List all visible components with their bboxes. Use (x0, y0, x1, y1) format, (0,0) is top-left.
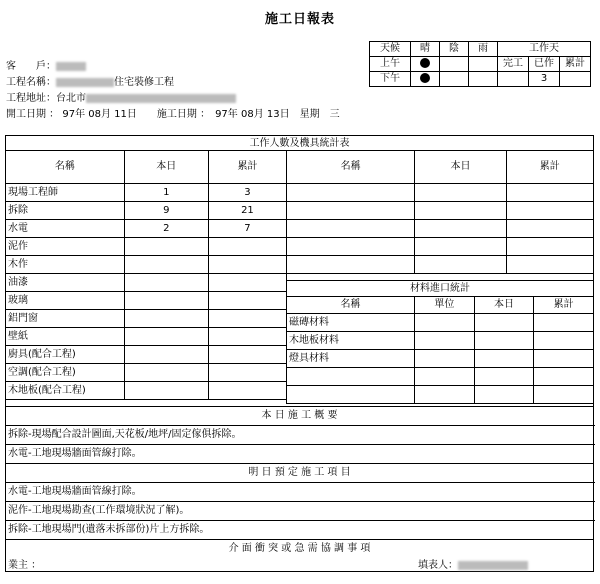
materials-row (287, 350, 594, 368)
project-suffix: 住宅裝修工程 (114, 77, 174, 88)
workers-cell-today (124, 310, 208, 328)
dates-line: 開工日期 ： 97年 08月 11日 施工日期 ： 97年 08月 13日 星期 三 (6, 109, 340, 120)
workers-cell-name: 拆除 (6, 202, 125, 220)
workers-cell-today (124, 382, 208, 400)
workers-cell-today (124, 238, 208, 256)
weather-total-label: 累計 (560, 57, 591, 72)
equipment-cell (287, 184, 415, 202)
weather-morning-label: 上午 (370, 57, 411, 72)
redacted-project (56, 78, 114, 87)
materials-cell-name: 磁磚材料 (287, 314, 415, 332)
workers-cell-total (208, 238, 286, 256)
weather-worked-label: 已作 (529, 57, 560, 72)
materials-table (286, 296, 594, 404)
equipment-table (286, 150, 594, 274)
workers-cell-name: 木地板(配合工程) (6, 382, 125, 400)
workers-cell-today (124, 346, 208, 364)
workers-row (6, 346, 287, 364)
weather-header-workdays: 工作天 (498, 42, 591, 57)
weather-afternoon-cloudy (440, 72, 469, 87)
materials-cell (415, 350, 475, 368)
workers-cell-today (124, 292, 208, 310)
equipment-cell (287, 202, 415, 220)
planned-item: 泥作-工地現場勘查(工作環境狀況了解)。 (6, 501, 595, 520)
materials-cell (474, 332, 534, 350)
materials-cell (534, 314, 594, 332)
weather-header: 天候 (370, 42, 411, 57)
owner-label: 業主 ： (8, 560, 42, 571)
weather-total-value (560, 72, 591, 87)
materials-cell (415, 332, 475, 350)
filled-dot-icon (420, 58, 430, 68)
redacted-address (86, 94, 236, 103)
main-form (5, 135, 594, 572)
filler-line (418, 556, 528, 571)
materials-cell (534, 332, 594, 350)
planned-item: 水電-工地現場牆面管線打除。 (6, 482, 595, 501)
workers-header-today: 本日 (124, 151, 208, 184)
equipment-row (287, 256, 594, 274)
materials-row (287, 368, 594, 386)
workers-header-total: 累計 (208, 151, 286, 184)
weather-table (369, 41, 591, 87)
workers-cell-name: 鋁門窗 (6, 310, 125, 328)
equipment-row (287, 220, 594, 238)
weather-header-sunny: 晴 (411, 42, 440, 57)
workers-row (6, 220, 287, 238)
materials-cell-name: 燈具材料 (287, 350, 415, 368)
workers-cell-total: 7 (208, 220, 286, 238)
workers-row (6, 310, 287, 328)
equipment-cell (287, 256, 415, 274)
workers-row (6, 256, 287, 274)
workers-cell-name: 現場工程師 (6, 184, 125, 202)
materials-header-unit: 單位 (415, 297, 475, 314)
materials-cell-name (287, 368, 415, 386)
workers-row (6, 238, 287, 256)
workers-row (6, 274, 287, 292)
workers-cell-total (208, 382, 286, 400)
materials-cell-name: 木地板材料 (287, 332, 415, 350)
materials-cell (474, 314, 534, 332)
materials-header-name: 名稱 (287, 297, 415, 314)
equipment-cell (506, 202, 593, 220)
weather-morning-cloudy (440, 57, 469, 72)
workers-cell-name: 油漆 (6, 274, 125, 292)
workers-cell-name: 空調(配合工程) (6, 364, 125, 382)
filled-dot-icon (420, 73, 430, 83)
summary-item: 拆除-現場配合設計圖面,天花板/地坪/固定傢俱拆除。 (6, 425, 595, 444)
workers-table (5, 150, 287, 400)
weather-afternoon-sunny (411, 72, 440, 87)
equipment-cell (506, 220, 593, 238)
workers-cell-today (124, 274, 208, 292)
workers-cell-today (124, 328, 208, 346)
workers-cell-today: 1 (124, 184, 208, 202)
weather-header-cloudy: 陰 (440, 42, 469, 57)
equipment-cell (415, 220, 506, 238)
materials-cell (474, 368, 534, 386)
workers-cell-total (208, 346, 286, 364)
materials-header-total: 累計 (534, 297, 594, 314)
workers-row (6, 364, 287, 382)
planned-item: 拆除-工地現場門(遺落未拆部份)片上方拆除。 (6, 520, 595, 539)
equipment-header-name: 名稱 (287, 151, 415, 184)
equipment-header-total: 累計 (506, 151, 593, 184)
equipment-cell (415, 202, 506, 220)
client-label: 客 戶： (6, 61, 56, 72)
workers-cell-total (208, 274, 286, 292)
materials-cell (534, 368, 594, 386)
workers-cell-today: 2 (124, 220, 208, 238)
weather-header-rain: 雨 (469, 42, 498, 57)
equipment-cell (287, 220, 415, 238)
materials-header-today: 本日 (474, 297, 534, 314)
workers-cell-name: 水電 (6, 220, 125, 238)
workers-cell-total: 3 (208, 184, 286, 202)
redacted-client (56, 62, 86, 71)
materials-section-title: 材料進口統計 (287, 280, 593, 297)
materials-cell (534, 386, 594, 404)
weather-afternoon-rain (469, 72, 498, 87)
equipment-cell (506, 238, 593, 256)
materials-cell-name (287, 386, 415, 404)
planned-title: 明 日 預 定 施 工 項 目 (6, 463, 593, 482)
workers-cell-today (124, 364, 208, 382)
materials-cell (474, 386, 534, 404)
workers-header-name: 名稱 (6, 151, 125, 184)
filler-label: 填表人： (418, 560, 458, 571)
client-line (6, 57, 86, 72)
workers-cell-today: 9 (124, 202, 208, 220)
weather-done-value (498, 72, 529, 87)
workers-cell-total (208, 310, 286, 328)
workers-cell-total (208, 256, 286, 274)
equipment-row (287, 184, 594, 202)
coordination-title: 介 面 衝 突 或 急 需 協 調 事 項 (6, 539, 593, 558)
workers-cell-total: 21 (208, 202, 286, 220)
equipment-cell (415, 184, 506, 202)
workers-cell-name: 壁紙 (6, 328, 125, 346)
weather-morning-rain (469, 57, 498, 72)
materials-cell (415, 386, 475, 404)
workers-cell-total (208, 328, 286, 346)
workers-cell-today (124, 256, 208, 274)
materials-row (287, 386, 594, 404)
project-line (6, 73, 174, 88)
project-label: 工程名稱： (6, 77, 56, 88)
address-value: 台北市 (56, 93, 86, 104)
summary-item: 水電-工地現場牆面管線打除。 (6, 444, 595, 463)
workers-row (6, 292, 287, 310)
workers-cell-name: 廚具(配合工程) (6, 346, 125, 364)
address-label: 工程地址： (6, 93, 56, 104)
materials-cell (415, 368, 475, 386)
redacted-filler (458, 561, 528, 570)
equipment-cell (287, 238, 415, 256)
workers-section-title: 工作人數及機具統計表 (249, 138, 350, 149)
equipment-header-today: 本日 (415, 151, 506, 184)
equipment-cell (506, 256, 593, 274)
report-title: 施工日報表 (264, 12, 335, 27)
equipment-row (287, 202, 594, 220)
workers-cell-total (208, 364, 286, 382)
weather-morning-sunny (411, 57, 440, 72)
workers-cell-name: 玻璃 (6, 292, 125, 310)
workers-row (6, 202, 287, 220)
workers-row (6, 382, 287, 400)
materials-row (287, 332, 594, 350)
weather-worked-value: 3 (529, 72, 560, 87)
summary-title: 本 日 施 工 概 要 (6, 406, 593, 425)
equipment-cell (415, 256, 506, 274)
materials-cell (415, 314, 475, 332)
materials-cell (534, 350, 594, 368)
equipment-cell (506, 184, 593, 202)
equipment-row (287, 238, 594, 256)
workers-cell-total (208, 292, 286, 310)
materials-row (287, 314, 594, 332)
weather-done-label: 完工 (498, 57, 529, 72)
weather-afternoon-label: 下午 (370, 72, 411, 87)
address-line (6, 89, 236, 104)
workers-row (6, 184, 287, 202)
workers-cell-name: 木作 (6, 256, 125, 274)
materials-cell (474, 350, 534, 368)
workers-row (6, 328, 287, 346)
equipment-cell (415, 238, 506, 256)
workers-cell-name: 泥作 (6, 238, 125, 256)
